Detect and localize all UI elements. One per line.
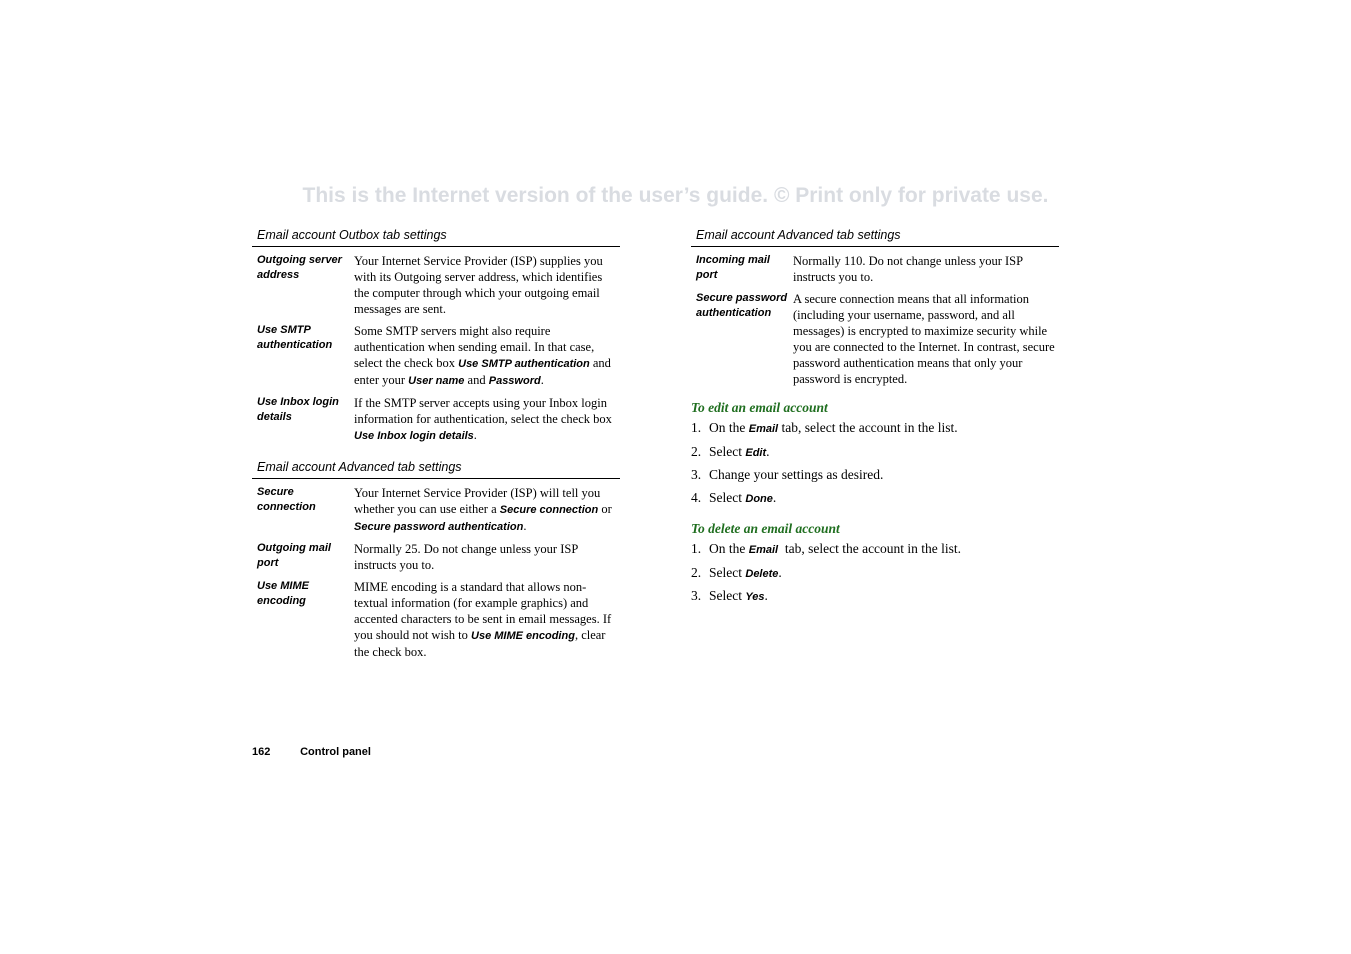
ui-term: Email <box>748 544 779 557</box>
right-column <box>691 226 1059 611</box>
table-body <box>691 247 1059 387</box>
table-caption: Email account Advanced tab settings <box>252 458 620 479</box>
ui-term: User name <box>408 375 465 387</box>
table-body <box>252 247 620 444</box>
setting-description <box>793 253 1055 285</box>
ui-term: Yes <box>745 591 765 604</box>
table-body <box>252 479 620 660</box>
advanced-settings-table <box>691 226 1059 387</box>
description-text: and <box>464 373 489 387</box>
step-text <box>709 587 768 606</box>
outbox-settings-table <box>252 226 620 444</box>
step-number: 4. <box>691 490 702 506</box>
ui-term: Use MIME encoding <box>471 630 575 642</box>
procedure-step <box>691 564 1059 583</box>
description-text: Some SMTP servers might also require authentication when sending email. In that case, select the check box <box>354 324 595 370</box>
ui-term: Password <box>488 375 541 387</box>
table-row <box>252 247 620 317</box>
step-text: Select <box>709 588 746 604</box>
table-row <box>252 479 620 535</box>
procedure-heading: To delete an email account <box>691 521 840 537</box>
ui-term: Edit <box>745 446 767 459</box>
step-number: 3. <box>691 588 702 604</box>
setting-description <box>354 579 616 660</box>
setting-description <box>793 291 1055 387</box>
step-text: . <box>764 588 768 604</box>
step-text <box>709 489 776 508</box>
procedure-step <box>691 587 1059 606</box>
step-text: Change your settings as desired. <box>709 467 884 483</box>
step-text: . <box>772 490 777 506</box>
table-caption: Email account Outbox tab settings <box>252 226 620 247</box>
watermark-text: This is the Internet version of the user’s guide. © Print only for private use. <box>302 184 1049 207</box>
setting-name: Use Inbox login details <box>257 396 339 423</box>
description-text: , clear the check box. <box>354 628 606 659</box>
table-row <box>252 535 620 573</box>
delete-procedure <box>691 520 1059 606</box>
setting-name: Incoming mail port <box>696 254 770 281</box>
setting-description <box>354 395 616 444</box>
ui-term: Use SMTP authentication <box>458 358 590 370</box>
step-number: 1. <box>691 541 702 557</box>
procedure-step <box>691 443 1059 462</box>
section-name: Control panel <box>300 746 371 758</box>
setting-name: Use MIME encoding <box>257 580 309 607</box>
setting-description <box>354 323 616 389</box>
setting-name: Secure connection <box>257 486 316 513</box>
description-text: A secure connection means that all information (including your username, password, and all messages) is encrypted to maximize security while you are connected to the Internet. In contrast, secure password authentication means that only your password is encrypted. <box>793 292 1055 386</box>
step-text: Select <box>709 564 746 580</box>
step-text: tab, select the account in the list. <box>778 541 962 557</box>
table-row <box>252 389 620 444</box>
table-caption: Email account Advanced tab settings <box>691 226 1059 247</box>
setting-name: Outgoing mail port <box>257 542 331 569</box>
setting-description <box>354 485 616 535</box>
setting-name: Outgoing server address <box>257 254 342 281</box>
ui-term: Secure connection <box>499 504 599 516</box>
page-number: 162 <box>252 746 271 758</box>
description-text: . <box>523 519 527 533</box>
ui-term: Use Inbox login details <box>354 430 474 442</box>
description-text: Normally 25. Do not change unless your ISP instructs you to. <box>354 542 578 572</box>
ui-term: Done <box>745 493 773 506</box>
step-text: On the <box>709 541 749 557</box>
step-text <box>709 564 782 583</box>
description-text: . <box>540 373 544 387</box>
ui-term: Email <box>748 423 779 435</box>
step-number: 1. <box>691 420 702 435</box>
description-text: Your Internet Service Provider (ISP) will tell you whether you can use either a <box>354 486 601 516</box>
step-text <box>709 443 770 462</box>
step-text: . <box>778 564 782 580</box>
step-text <box>709 419 958 438</box>
procedure-step <box>691 489 1059 508</box>
setting-description <box>354 541 616 573</box>
setting-description <box>354 253 616 317</box>
ui-term: Delete <box>745 567 779 580</box>
table-row <box>691 285 1059 387</box>
description-text: If the SMTP server accepts using your Inbox login information for authentication, select the check box <box>354 396 612 426</box>
step-number: 2. <box>691 443 702 459</box>
procedure-step <box>691 466 1059 484</box>
advanced-settings-table <box>252 458 620 660</box>
step-text <box>709 540 961 559</box>
ui-term: Secure password authentication <box>354 521 524 533</box>
description-text: . <box>473 428 477 442</box>
table-row <box>691 247 1059 285</box>
description-text: Your Internet Service Provider (ISP) supplies you with its Outgoing server address, which identifies the computer through which your outgoing email messages are sent. <box>354 254 603 316</box>
procedure-step <box>691 419 1059 438</box>
setting-name: Use SMTP authentication <box>257 324 333 351</box>
left-column <box>252 226 620 660</box>
description-text: Normally 110. Do not change unless your ISP instructs you to. <box>793 254 1023 284</box>
table-row <box>252 317 620 389</box>
page-footer <box>252 746 371 758</box>
description-text: or <box>598 502 612 516</box>
step-number: 2. <box>691 564 702 580</box>
step-text: Select <box>709 443 746 459</box>
procedure-heading: To edit an email account <box>691 400 828 415</box>
procedure-steps <box>691 540 1059 606</box>
step-number: 3. <box>691 467 702 483</box>
procedure-step <box>691 540 1059 559</box>
description-text: and enter your <box>354 356 611 387</box>
edit-procedure <box>691 399 1059 508</box>
step-text: tab, select the account in the list. <box>778 420 958 435</box>
step-text: On the <box>709 420 749 435</box>
procedure-steps <box>691 419 1059 508</box>
description-text: MIME encoding is a standard that allows non-textual information (for example graphics) and accented characters to be sent in email messages. If you should not wish to <box>354 580 612 642</box>
step-text: Select <box>709 490 746 506</box>
setting-name: Secure password authentication <box>696 292 788 319</box>
table-row <box>252 573 620 660</box>
step-text <box>709 466 883 484</box>
step-text: . <box>766 443 770 459</box>
